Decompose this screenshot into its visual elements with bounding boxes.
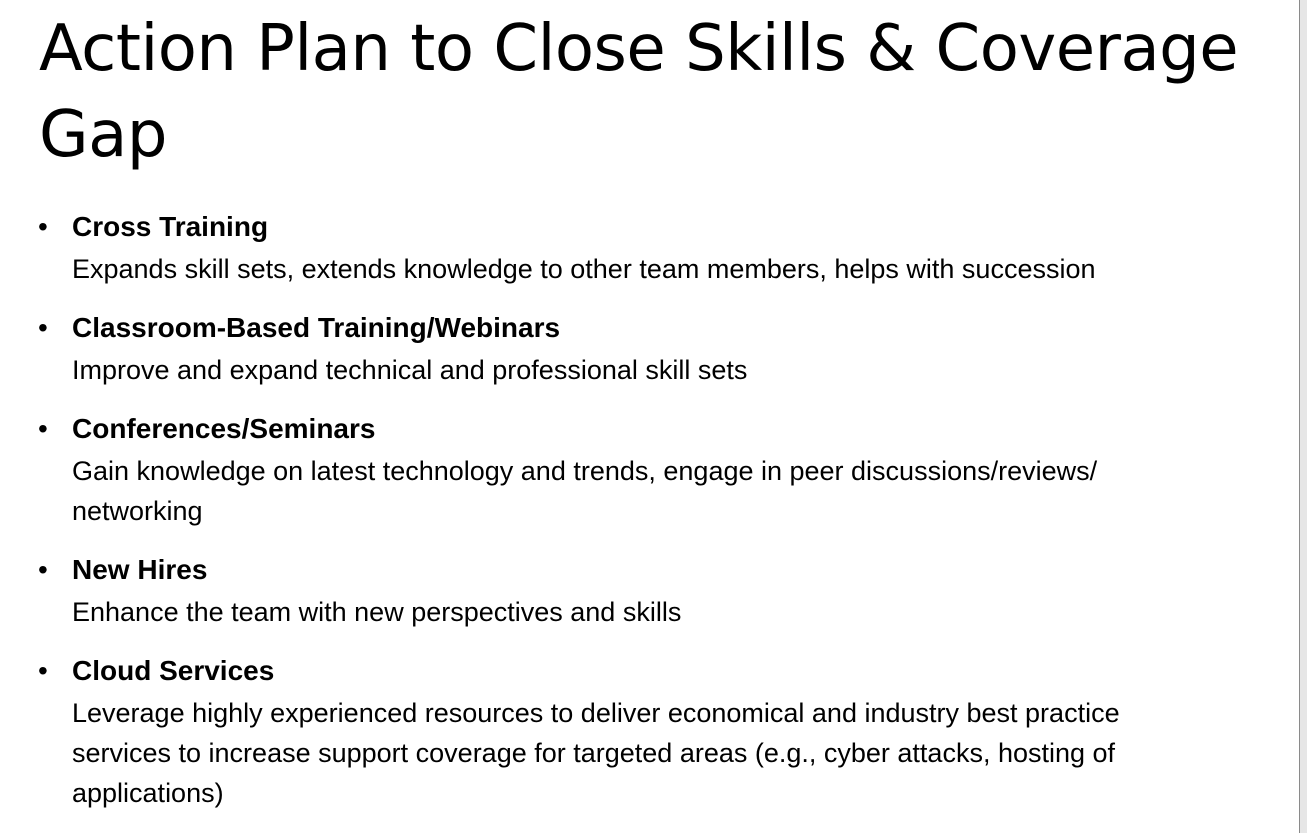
item-heading: Cloud Services <box>72 655 275 686</box>
item-heading: Cross Training <box>72 211 269 242</box>
bullet-dot-icon: • <box>38 413 48 444</box>
bullet-dot-icon: • <box>38 554 48 585</box>
item-description-line: networking <box>72 496 203 526</box>
bullet-dot-icon: • <box>38 312 48 343</box>
item-description-line: services to increase support coverage for targeted areas (e.g., cyber attacks, hosting of <box>72 738 1116 768</box>
item-description: Enhance the team with new perspectives and skills <box>72 597 682 627</box>
item-description <box>72 693 1262 813</box>
item-description: Improve and expand technical and professional skill sets <box>72 355 748 385</box>
item-heading: Conferences/Seminars <box>72 413 376 444</box>
item-heading: New Hires <box>72 554 208 585</box>
slide-title: Action Plan to Close Skills & Coverage Gap <box>39 12 1239 172</box>
item-description <box>72 451 1262 531</box>
item-heading: Classroom-Based Training/Webinars <box>72 312 561 343</box>
item-description-line: Gain knowledge on latest technology and trends, engage in peer discussions/reviews/ <box>72 456 1098 486</box>
bullet-dot-icon: • <box>38 211 48 242</box>
bullet-dot-icon: • <box>38 655 48 686</box>
item-description: Expands skill sets, extends knowledge to other team members, helps with succession <box>72 254 1096 284</box>
item-description-line: Leverage highly experienced resources to deliver economical and industry best practice <box>72 698 1120 728</box>
window-right-edge <box>1299 0 1307 833</box>
item-description-line: applications) <box>72 778 224 808</box>
